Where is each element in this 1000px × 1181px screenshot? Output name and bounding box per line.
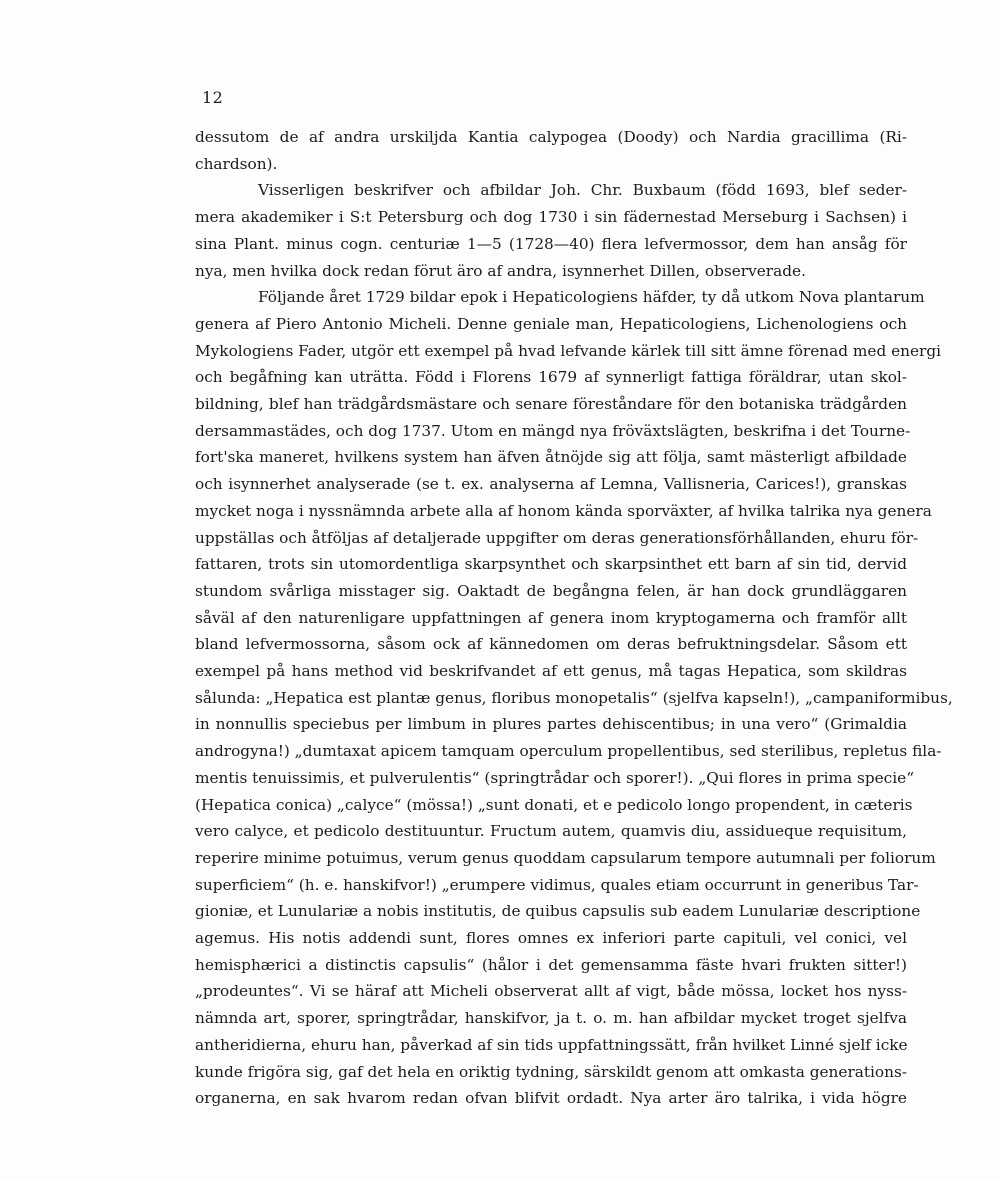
text-line: agemus. His notis addendi sunt, flores omnes ex inferiori parte capituli, vel conici, vel: [195, 929, 907, 947]
text-line: mentis tenuissimis, et pulverulentis“ (springtrådar och sporer!). „Qui flores in prima specie“: [195, 768, 915, 787]
text-line: hemisphærici a distinctis capsulis“ (hålor i det gemensamma fäste hvari frukten sitter!): [195, 955, 907, 974]
text-line: gioniæ, et Lunulariæ a nobis institutis, de quibus capsulis sub eadem Lunulariæ descriptione: [195, 902, 921, 921]
text-line: fort'ska maneret, hvilkens system han äfven åtnöjde sig att följa, samt mästerligt afbildade: [195, 448, 907, 467]
text-line: mera akademiker i S:t Petersburg och dog 1730 i sin fädernestad Merseburg i Sachsen) i: [195, 208, 907, 227]
text-line: Visserligen beskrifver och afbildar Joh. Chr. Buxbaum (född 1693, blef seder-: [258, 181, 907, 200]
text-line: bildning, blef han trädgårdsmästare och senare föreståndare för den botaniska trädgården: [195, 395, 907, 413]
text-line: uppställas och åtföljas af detaljerade uppgifter om deras generationsförhållanden, ehuru för-: [195, 528, 919, 547]
text-line: såväl af den naturenligare uppfattningen af genera inom kryptogamerna och framför allt: [195, 608, 907, 627]
page-number: 12: [202, 88, 224, 107]
text-line: superficiem“ (h. e. hanskifvor!) „erumpere vidimus, quales etiam occurrunt in generibus Tar-: [195, 875, 919, 894]
text-line: Följande året 1729 bildar epok i Hepaticologiens häfder, ty då utkom Nova plantarum: [258, 288, 925, 307]
text-line: mycket noga i nyssnämnda arbete alla af honom kända sporväxter, af hvilka talrika nya genera: [195, 501, 932, 520]
text-line: exempel på hans method vid beskrifvandet af ett genus, må tagas Hepatica, som skildras: [195, 662, 907, 680]
text-line: (Hepatica conica) „calyce“ (mössa!) „sunt donati, et e pedicolo longo propendent, in cæteris: [195, 795, 913, 814]
text-line: „prodeuntes“. Vi se häraf att Micheli observerat allt af vigt, både mössa, locket hos nyss-: [195, 982, 907, 1001]
text-line: nämnda art, sporer, springtrådar, hanskifvor, ja t. o. m. han afbildar mycket troget sjelfva: [195, 1009, 907, 1028]
text-line: sina Plant. minus cogn. centuriæ 1—5 (1728—40) flera lefvermossor, dem han ansåg för: [195, 234, 907, 253]
text-line: in nonnullis speciebus per limbum in plures partes dehiscentibus; in una vero“ (Grimaldia: [195, 715, 907, 734]
text-line: reperire minime potuimus, verum genus quoddam capsularum tempore autumnali per foliorum: [195, 848, 936, 867]
text-line: vero calyce, et pedicolo destituuntur. Fructum autem, quamvis diu, assidueque requisitum,: [195, 822, 907, 841]
text-line: kunde frigöra sig, gaf det hela en oriktig tydning, särskildt genom att omkasta generations-: [195, 1062, 907, 1081]
text-line: dersammastädes, och dog 1737. Utom en mängd nya fröväxtslägten, beskrifna i det Tourne-: [195, 421, 911, 440]
text-line: androgyna!) „dumtaxat apicem tamquam operculum propellentibus, sed sterilibus, repletus fila-: [195, 742, 942, 761]
text-line: och begåfning kan uträtta. Född i Florens 1679 af synnerligt fattiga föräldrar, utan skol-: [195, 368, 907, 387]
text-line: nya, men hvilka dock redan förut äro af andra, isynnerhet Dillen, observerade.: [195, 261, 806, 280]
text-line: genera af Piero Antonio Micheli. Denne geniale man, Hepaticologiens, Lichenologiens och: [195, 314, 907, 333]
text-line: dessutom de af andra urskiljda Kantia calypogea (Doody) och Nardia gracillima (Ri-: [195, 128, 907, 146]
text-line: fattaren, trots sin utomordentliga skarpsynthet och skarpsinthet ett barn af sin tid, dervid: [195, 555, 907, 574]
text-line: Mykologiens Fader, utgör ett exempel på hvad lefvande kärlek till sitt ämne förenad med energi: [195, 341, 942, 360]
text-line: organerna, en sak hvarom redan ofvan blifvit ordadt. Nya arter äro talrika, i vida högre: [195, 1089, 907, 1108]
text-line: antheridierna, ehuru han, påverkad af sin tids uppfattningssätt, från hvilket Linné sjelf icke: [195, 1035, 908, 1054]
text-line: och isynnerhet analyserade (se t. ex. analyserna af Lemna, Vallisneria, Carices!), granskas: [195, 475, 907, 494]
text-line: sålunda: „Hepatica est plantæ genus, floribus monopetalis“ (sjelfva kapseln!), „campaniformibus,: [195, 688, 953, 707]
text-line: chardson).: [195, 154, 278, 173]
text-line: stundom svårliga misstager sig. Oaktadt de begångna felen, är han dock grundläggaren: [195, 581, 907, 600]
text-line: bland lefvermossorna, såsom ock af kännedomen om deras befruktningsdelar. Såsom ett: [195, 635, 907, 654]
